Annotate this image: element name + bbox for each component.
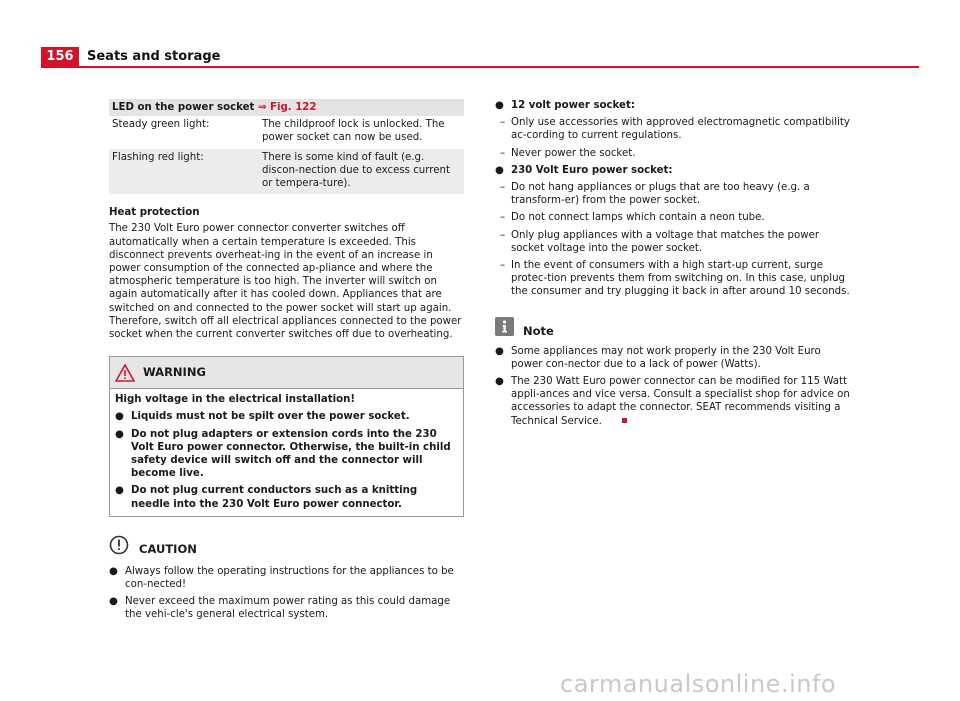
- bullet-icon: ●: [115, 485, 124, 497]
- bullet-icon: ●: [495, 345, 504, 357]
- bullet-icon: ●: [495, 164, 504, 176]
- watermark: carmanualsonline.info: [560, 670, 837, 698]
- page-number: 156: [41, 47, 79, 67]
- chapter-title: Seats and storage: [87, 49, 221, 64]
- list-item: [495, 99, 850, 112]
- bullet-icon: ●: [109, 565, 118, 577]
- led-meaning: There is some kind of fault (e.g. discon-nection due to excess current or tempera-ture).: [259, 149, 464, 195]
- dash-icon: –: [500, 260, 506, 272]
- list-item: – Only use accessories with approved electromagnetic compatibility ac-cording to current regulations.: [500, 117, 850, 142]
- table-row: [109, 116, 464, 148]
- warning-body: [110, 389, 463, 516]
- table-row: [109, 149, 464, 195]
- warning-header: [110, 357, 463, 389]
- caution-header: [109, 535, 464, 561]
- socket-label: 12 volt power socket:: [511, 100, 635, 111]
- info-icon: [495, 317, 514, 336]
- list-item: ● Liquids must not be spilt over the power socket.: [115, 411, 410, 423]
- list-item: ● Never exceed the maximum power rating as this could damage the vehi-cle's general electrical system.: [109, 596, 451, 621]
- led-table-header: [109, 99, 464, 116]
- dash-icon: –: [500, 117, 506, 129]
- right-column: [495, 99, 850, 428]
- dash-icon: –: [500, 147, 506, 159]
- note-header: [495, 317, 850, 341]
- bullet-icon: ●: [115, 428, 124, 440]
- list-item: – In the event of consumers with a high start-up current, surge protec-tion prevents them from switching on. In this case, unplug the consumer and try plugging it back in after around 10 seconds.: [500, 260, 850, 298]
- list-item: ● Always follow the operating instructions for the appliances to be con-nected!: [109, 565, 454, 591]
- bullet-icon: ●: [495, 100, 504, 111]
- led-state: Steady green light:: [109, 116, 259, 148]
- list-item: ● The 230 Watt Euro power connector can be modified for 115 Watt appli-ances and vice versa. Consult a specialist shop for advice on accessories to adapt the connector. SEAT recommends visiting a Technical Service.: [495, 376, 850, 427]
- section-end-marker: [622, 418, 627, 423]
- led-meaning: The childproof lock is unlocked. The power socket can now be used.: [259, 116, 464, 148]
- list-item: ● Do not plug adapters or extension cords into the 230 Volt Euro power connector. Otherwise, the built-in child safety device will switch off and the connector will become live.: [115, 428, 451, 480]
- warning-intro: High voltage in the electrical installation!: [115, 394, 355, 406]
- dash-icon: –: [500, 212, 506, 224]
- list-item: – Do not connect lamps which contain a neon tube.: [500, 212, 765, 224]
- bullet-icon: ●: [115, 411, 124, 423]
- led-table-title: LED on the power socket: [112, 102, 255, 113]
- figure-reference-link[interactable]: ⇒ Fig. 122: [257, 102, 317, 113]
- list-item: ● Do not plug current conductors such as a knitting needle into the 230 Volt Euro power connector.: [115, 485, 418, 510]
- header-divider: [41, 66, 919, 68]
- led-state: Flashing red light:: [109, 149, 259, 195]
- list-item: – Never power the socket.: [500, 147, 636, 159]
- heat-protection-text: The 230 Volt Euro power connector converter switches off automatically when a certain temperature is exceeded. This disconnect prevents overheat-ing in the event of an increase in power consumption of the connected ap-pliance and where the atmospheric temperature is too high. The inverter will switch on again automatically after it has cooled down. Appliances that are switched on and connected to the power socket will start up again. Therefore, switch off all electrical appliances connected to the power socket when the current converter switches off due to overheating.: [109, 223, 462, 341]
- caution-title: CAUTION: [139, 541, 197, 556]
- bullet-icon: ●: [109, 596, 118, 608]
- list-item: [495, 164, 850, 177]
- note-title: Note: [523, 323, 554, 338]
- warning-box: [109, 356, 464, 517]
- list-item: – Do not hang appliances or plugs that are too heavy (e.g. a transform-er) from the power socket.: [500, 182, 810, 207]
- warning-triangle-icon: [115, 364, 135, 382]
- list-item: ● Some appliances may not work properly in the 230 Volt Euro power con-nector due to a lack of power (Watts).: [495, 345, 821, 370]
- dash-icon: –: [500, 229, 506, 241]
- bullet-icon: ●: [495, 376, 504, 388]
- led-table: [109, 99, 464, 194]
- caution-exclamation-icon: [109, 535, 129, 555]
- list-item: – Only plug appliances with a voltage that matches the power socket voltage into the power socket.: [500, 229, 820, 254]
- warning-title: WARNING: [143, 365, 206, 380]
- left-column: [109, 99, 464, 622]
- heat-protection-heading: Heat protection: [109, 207, 200, 219]
- dash-icon: –: [500, 182, 506, 194]
- page-header: [0, 0, 960, 70]
- socket-label: 230 Volt Euro power socket:: [511, 164, 673, 176]
